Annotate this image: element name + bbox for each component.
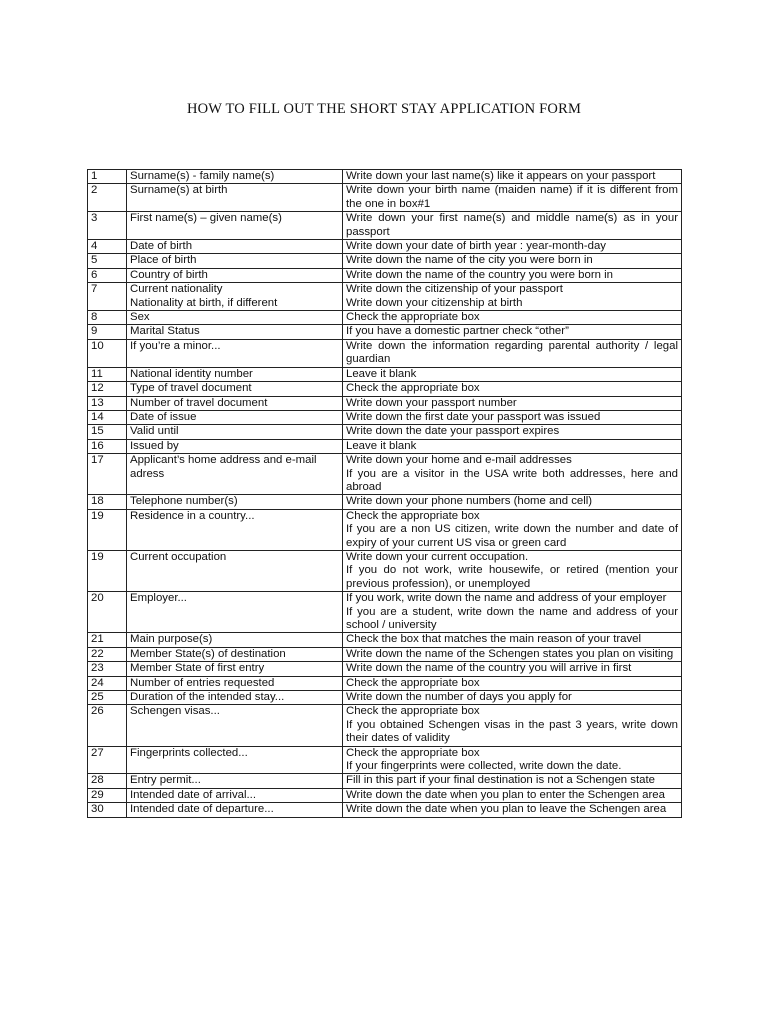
field-name-cell bbox=[127, 592, 343, 633]
instruction-cell bbox=[343, 746, 682, 774]
field-name: First name(s) – given name(s) bbox=[130, 212, 282, 225]
instruction-text: Check the appropriate box bbox=[346, 311, 480, 324]
instruction-text: Leave it blank bbox=[346, 367, 417, 380]
instruction-text: Check the box that matches the main reason of your travel bbox=[346, 633, 642, 646]
instruction-text: Write down the name of the country you will arrive in first bbox=[346, 662, 632, 675]
field-name-cell bbox=[127, 410, 343, 424]
instruction-cell bbox=[343, 550, 682, 591]
field-name: Residence in a country... bbox=[130, 509, 255, 522]
table-row bbox=[88, 325, 682, 339]
field-name: Fingerprints collected... bbox=[130, 746, 248, 759]
table-row bbox=[88, 283, 682, 311]
field-name: Surname(s) at birth bbox=[130, 184, 228, 197]
field-name: Valid until bbox=[130, 425, 179, 438]
instruction-text: Write down the citizenship of your passport bbox=[346, 283, 563, 296]
instruction-cell bbox=[343, 425, 682, 439]
instruction-text: Check the appropriate box bbox=[346, 382, 480, 395]
field-name-cell bbox=[127, 803, 343, 817]
field-name-cell bbox=[127, 774, 343, 788]
page-title: HOW TO FILL OUT THE SHORT STAY APPLICATION FORM bbox=[186, 101, 582, 117]
instruction-text: Write down the date when you plan to enter the Schengen area bbox=[346, 788, 665, 801]
field-name: Schengen visas... bbox=[130, 705, 220, 718]
instruction-text: If you obtained Schengen visas in the past 3 years, write down their dates of validity bbox=[346, 718, 678, 745]
box-number: 7 bbox=[88, 283, 127, 311]
field-name-cell bbox=[127, 212, 343, 240]
field-name-cell bbox=[127, 788, 343, 802]
table-row bbox=[88, 367, 682, 381]
box-number: 4 bbox=[88, 240, 127, 254]
field-name: Current occupation bbox=[130, 550, 227, 563]
table-row bbox=[88, 439, 682, 453]
box-number: 24 bbox=[88, 676, 127, 690]
field-name: Entry permit... bbox=[130, 774, 201, 787]
instruction-text: If you work, write down the name and address of your employer bbox=[346, 592, 667, 605]
instruction-cell bbox=[343, 509, 682, 550]
instruction-text: Check the appropriate box bbox=[346, 746, 480, 759]
field-name: Country of birth bbox=[130, 268, 208, 281]
instruction-cell bbox=[343, 240, 682, 254]
field-name: Member State(s) of destination bbox=[130, 647, 286, 660]
box-number: 13 bbox=[88, 396, 127, 410]
field-name-cell bbox=[127, 495, 343, 509]
field-name-cell bbox=[127, 550, 343, 591]
instruction-text: Write down the name of the Schengen states you plan on visiting bbox=[346, 647, 674, 660]
table-row bbox=[88, 495, 682, 509]
field-name-cell bbox=[127, 396, 343, 410]
instruction-cell bbox=[343, 382, 682, 396]
table-row bbox=[88, 788, 682, 802]
field-name-cell bbox=[127, 439, 343, 453]
instruction-cell bbox=[343, 325, 682, 339]
field-name: Member State of first entry bbox=[130, 662, 265, 675]
box-number: 29 bbox=[88, 788, 127, 802]
field-name: Date of birth bbox=[130, 240, 193, 253]
table-row bbox=[88, 647, 682, 661]
instruction-cell bbox=[343, 662, 682, 676]
table-row bbox=[88, 592, 682, 633]
table-row bbox=[88, 382, 682, 396]
table-row bbox=[88, 676, 682, 690]
table-row bbox=[88, 268, 682, 282]
instruction-cell bbox=[343, 803, 682, 817]
field-name-cell bbox=[127, 509, 343, 550]
instruction-text: Write down your date of birth year : year-month-day bbox=[346, 240, 606, 253]
instruction-text: Leave it blank bbox=[346, 439, 417, 452]
instruction-cell bbox=[343, 311, 682, 325]
table-row bbox=[88, 184, 682, 212]
box-number: 6 bbox=[88, 268, 127, 282]
instruction-cell bbox=[343, 283, 682, 311]
instruction-text: If you are a visitor in the USA write both addresses, here and abroad bbox=[346, 467, 678, 493]
box-number: 21 bbox=[88, 633, 127, 647]
field-name-cell bbox=[127, 268, 343, 282]
instruction-text: Write down the first date your passport was issued bbox=[346, 410, 601, 423]
box-number: 25 bbox=[88, 691, 127, 705]
field-name-cell bbox=[127, 746, 343, 774]
box-number: 22 bbox=[88, 647, 127, 661]
field-name: National identity number bbox=[130, 367, 253, 380]
field-name: Issued by bbox=[130, 439, 179, 452]
box-number: 5 bbox=[88, 254, 127, 268]
instruction-text: Write down your last name(s) like it appears on your passport bbox=[346, 170, 656, 182]
field-name-cell bbox=[127, 647, 343, 661]
field-name-cell bbox=[127, 705, 343, 746]
table-row bbox=[88, 396, 682, 410]
instruction-cell bbox=[343, 396, 682, 410]
field-name-cell bbox=[127, 691, 343, 705]
field-name: Surname(s) - family name(s) bbox=[130, 170, 275, 182]
instruction-cell bbox=[343, 647, 682, 661]
instruction-text: Write down the number of days you apply for bbox=[346, 691, 572, 704]
instruction-text: Write down your citizenship at birth bbox=[346, 296, 523, 309]
instruction-cell bbox=[343, 184, 682, 212]
instruction-cell bbox=[343, 339, 682, 367]
table-row bbox=[88, 746, 682, 774]
instruction-text: Check the appropriate box bbox=[346, 509, 480, 522]
instruction-text: Write down the date when you plan to leave the Schengen area bbox=[346, 803, 667, 816]
instruction-cell bbox=[343, 212, 682, 240]
table-body bbox=[88, 170, 682, 818]
instruction-cell bbox=[343, 676, 682, 690]
instruction-text: Write down your phone numbers (home and cell) bbox=[346, 495, 593, 508]
table-row bbox=[88, 425, 682, 439]
instruction-text: Write down the information regarding parental authority / legal guardian bbox=[346, 339, 678, 366]
instruction-cell bbox=[343, 254, 682, 268]
table-row bbox=[88, 410, 682, 424]
table-row bbox=[88, 240, 682, 254]
box-number: 16 bbox=[88, 439, 127, 453]
field-name-cell bbox=[127, 240, 343, 254]
table-row bbox=[88, 633, 682, 647]
field-name-cell bbox=[127, 662, 343, 676]
instruction-cell bbox=[343, 592, 682, 633]
box-number: 30 bbox=[88, 803, 127, 817]
table-row bbox=[88, 509, 682, 550]
table-row bbox=[88, 662, 682, 676]
box-number: 14 bbox=[88, 410, 127, 424]
instruction-cell bbox=[343, 454, 682, 495]
table-row bbox=[88, 691, 682, 705]
box-number: 26 bbox=[88, 705, 127, 746]
field-name-cell bbox=[127, 676, 343, 690]
field-name-cell bbox=[127, 425, 343, 439]
field-name: Place of birth bbox=[130, 254, 197, 267]
field-name: Marital Status bbox=[130, 325, 200, 338]
box-number: 9 bbox=[88, 325, 127, 339]
instruction-text: Fill in this part if your final destination is not a Schengen state bbox=[346, 774, 655, 787]
instruction-text: Write down your current occupation. bbox=[346, 550, 529, 563]
field-name: If you’re a minor... bbox=[130, 339, 221, 352]
field-name: Number of entries requested bbox=[130, 676, 275, 689]
instruction-text: If you do not work, write housewife, or retired (mention your previous profession), or unemployed bbox=[346, 564, 678, 590]
instruction-text: Write down the date your passport expires bbox=[346, 425, 560, 438]
box-number: 23 bbox=[88, 662, 127, 676]
instruction-text: Write down your birth name (maiden name) if it is different from the one in box#1 bbox=[346, 184, 678, 210]
field-name: Current nationality bbox=[130, 283, 223, 296]
field-name-cell bbox=[127, 283, 343, 311]
instruction-cell bbox=[343, 788, 682, 802]
field-name: Number of travel document bbox=[130, 396, 268, 409]
instruction-text: If you are a student, write down the name and address of your school / university bbox=[346, 605, 678, 631]
instruction-cell bbox=[343, 633, 682, 647]
table-row bbox=[88, 803, 682, 817]
table-row bbox=[88, 774, 682, 788]
box-number: 8 bbox=[88, 311, 127, 325]
field-name-cell bbox=[127, 184, 343, 212]
field-name: Sex bbox=[130, 311, 150, 324]
box-number: 1 bbox=[88, 170, 127, 184]
field-name: Date of issue bbox=[130, 410, 197, 423]
field-name-cell bbox=[127, 382, 343, 396]
box-number: 15 bbox=[88, 425, 127, 439]
box-number: 28 bbox=[88, 774, 127, 788]
field-name: Employer... bbox=[130, 592, 187, 605]
instruction-cell bbox=[343, 495, 682, 509]
table-row bbox=[88, 550, 682, 591]
field-name-cell bbox=[127, 325, 343, 339]
table-row bbox=[88, 212, 682, 240]
instruction-text: Write down your first name(s) and middle name(s) as in your passport bbox=[346, 212, 678, 238]
field-name-cell bbox=[127, 367, 343, 381]
field-name-cell bbox=[127, 170, 343, 184]
field-name: Nationality at birth, if different bbox=[130, 296, 278, 309]
instruction-cell bbox=[343, 691, 682, 705]
instruction-text: Check the appropriate box bbox=[346, 705, 480, 718]
field-name: Telephone number(s) bbox=[130, 495, 238, 508]
instruction-text: Write down your passport number bbox=[346, 396, 517, 409]
table-row bbox=[88, 454, 682, 495]
table-row bbox=[88, 170, 682, 184]
instruction-cell bbox=[343, 268, 682, 282]
box-number: 18 bbox=[88, 495, 127, 509]
table-row bbox=[88, 311, 682, 325]
box-number: 27 bbox=[88, 746, 127, 774]
field-name-cell bbox=[127, 454, 343, 495]
instruction-cell bbox=[343, 170, 682, 184]
instruction-text: Check the appropriate box bbox=[346, 676, 480, 689]
instruction-text: If you have a domestic partner check “other” bbox=[346, 325, 569, 338]
field-name: Duration of the intended stay... bbox=[130, 691, 285, 704]
instruction-text: Write down the name of the city you were born in bbox=[346, 254, 593, 267]
instruction-text: Write down your home and e-mail addresses bbox=[346, 454, 572, 467]
instruction-cell bbox=[343, 774, 682, 788]
instruction-cell bbox=[343, 367, 682, 381]
field-name: Main purpose(s) bbox=[130, 633, 213, 646]
instruction-text: If your fingerprints were collected, write down the date. bbox=[346, 760, 622, 773]
instruction-cell bbox=[343, 410, 682, 424]
box-number: 12 bbox=[88, 382, 127, 396]
instruction-cell bbox=[343, 439, 682, 453]
instruction-text: Write down the name of the country you were born in bbox=[346, 268, 613, 281]
table-row bbox=[88, 705, 682, 746]
box-number: 10 bbox=[88, 339, 127, 367]
box-number: 19 bbox=[88, 509, 127, 550]
instruction-text: If you are a non US citizen, write down the number and date of expiry of your current US visa or green card bbox=[346, 523, 678, 549]
box-number: 17 bbox=[88, 454, 127, 495]
field-name-cell bbox=[127, 339, 343, 367]
instruction-cell bbox=[343, 705, 682, 746]
box-number: 2 bbox=[88, 184, 127, 212]
field-name: Intended date of departure... bbox=[130, 803, 274, 816]
field-name: Intended date of arrival... bbox=[130, 788, 257, 801]
field-name: Applicant’s home address and e-mail adress bbox=[130, 454, 317, 480]
table-row bbox=[88, 254, 682, 268]
field-name-cell bbox=[127, 254, 343, 268]
field-name-cell bbox=[127, 311, 343, 325]
box-number: 3 bbox=[88, 212, 127, 240]
box-number: 20 bbox=[88, 592, 127, 633]
field-name-cell bbox=[127, 633, 343, 647]
field-name: Type of travel document bbox=[130, 382, 252, 395]
table-row bbox=[88, 339, 682, 367]
instructions-table bbox=[87, 169, 682, 818]
box-number: 11 bbox=[88, 367, 127, 381]
box-number: 19 bbox=[88, 550, 127, 591]
